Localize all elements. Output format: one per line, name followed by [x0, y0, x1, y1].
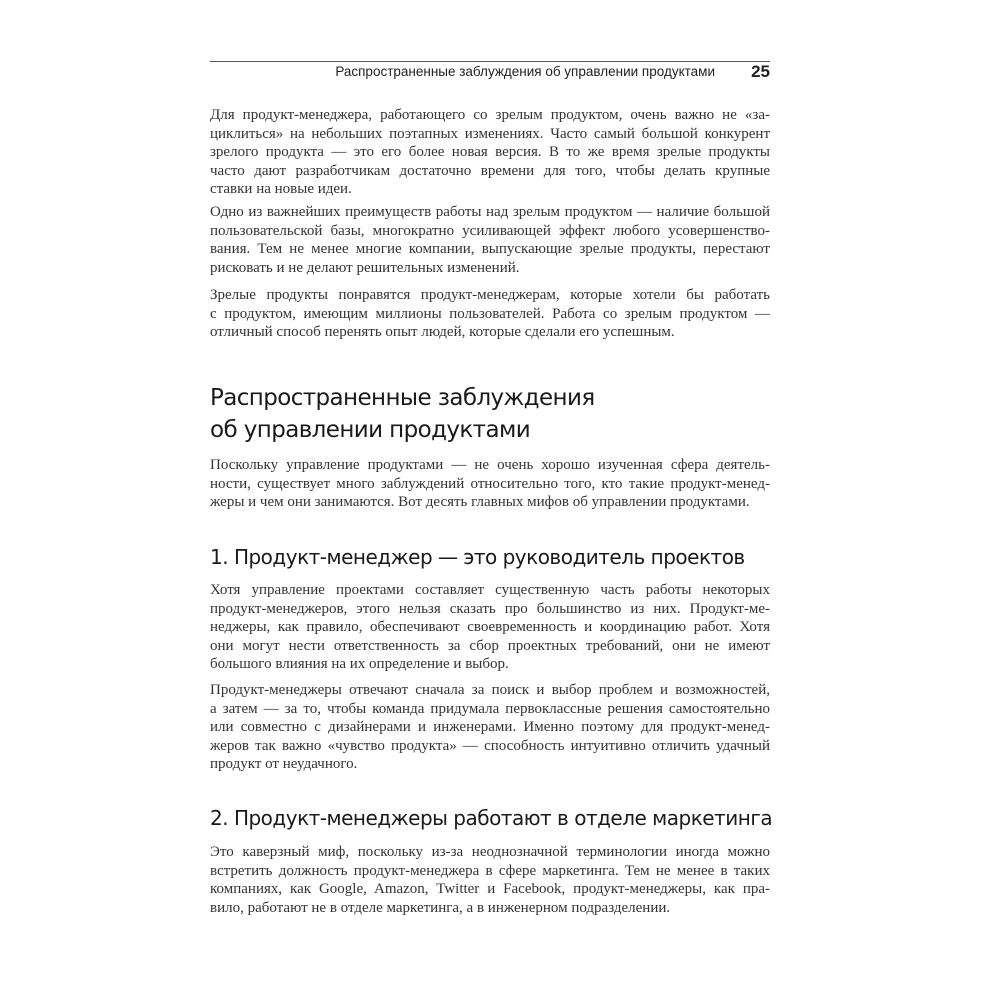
text-line: зрелого продукта — это его более новая версия. В то же время зрелые продукты — [210, 144, 770, 160]
paragraph — [210, 681, 770, 774]
paragraph — [210, 286, 770, 342]
text-line: Одно из важнейших преимуществ работы над зрелым продуктом — наличие большой — [210, 204, 770, 220]
text-line: продукт от неудачного. — [210, 756, 358, 772]
text-line: Зрелые продукты понравятся продукт-менеджерам, которые хотели бы работать — [210, 287, 770, 303]
text-line: неджеры, как правило, обеспечивают своевременность и координацию работ. Хотя — [210, 619, 770, 635]
text-line: циклиться» на небольших поэтапных изменениях. Часто самый большой конкурент — [210, 125, 770, 142]
text-line: Продукт-менеджеры отвечают сначала за поиск и выбор проблем и возможностей, — [210, 682, 770, 698]
text-line: Поскольку управление продуктами — не очень хорошо изученная сфера деятель- — [210, 457, 770, 473]
section-heading — [210, 382, 595, 446]
running-title: Распространенные заблуждения об управлении продуктами — [335, 64, 715, 79]
paragraph — [210, 203, 770, 277]
text-line: или совместно с дизайнерами и инженерами. Именно поэтому для продукт-менед- — [210, 719, 770, 735]
paragraph — [210, 581, 770, 674]
section-heading-line: Распространенные заблуждения — [210, 385, 595, 411]
text-line: рисковать и не делают решительных изменений. — [210, 259, 520, 276]
text-line: они могут нести ответственность за сбор проектных требований, они не имеют — [210, 637, 770, 654]
subheading: 2. Продукт-менеджеры работают в отделе маркетинга — [210, 806, 773, 830]
section-heading-line: об управлении продуктами — [210, 417, 531, 443]
text-line: ставки на новые идеи. — [210, 181, 352, 197]
text-line: продукт-менеджеров, этого нельзя сказать про большинство из них. Продукт-ме- — [210, 600, 770, 617]
text-line: компаниях, как Google, Amazon, Twitter и Facebook, продукт-менеджеры, как пра- — [210, 881, 771, 897]
text-line: Это каверзный миф, поскольку из-за неоднозначной терминологии иногда можно — [210, 844, 770, 860]
text-line: часто дают разработчикам достаточно времени для того, чтобы делать крупные — [210, 162, 770, 179]
paragraph — [210, 843, 770, 917]
paragraph — [210, 106, 770, 199]
text-line: жеры и чем они занимаются. Вот десять главных мифов об управлении продуктами. — [210, 494, 750, 510]
header-rule — [210, 61, 770, 62]
text-line: Хотя управление проектами составляет существенную часть работы некоторых — [210, 582, 770, 598]
text-line: жеров так важно «чувство продукта» — способность интуитивно отличить удачный — [210, 737, 770, 754]
subheading: 1. Продукт-менеджер — это руководитель проектов — [210, 545, 745, 569]
text-line: пользовательской базы, многократно усиливающей эффект любого усовершенство- — [210, 222, 770, 239]
text-line: Для продукт-менеджера, работающего со зрелым продуктом, очень важно не «за- — [210, 107, 770, 123]
text-line: вания. Тем не менее многие компании, выпускающие зрелые продукты, перестают — [210, 241, 770, 257]
text-line: ности, существует много заблуждений относительно того, кто такие продукт-менед- — [210, 475, 770, 492]
text-line: а затем — за то, чтобы команда придумала первоклассные решения самостоятельно — [210, 700, 770, 717]
text-line: с продуктом, имеющим миллионы пользователей. Работа со зрелым продуктом — — [210, 305, 770, 322]
text-line: отличный способ перенять опыт людей, которые сделали его успешным. — [210, 324, 675, 340]
text-line: вило, работают не в отделе маркетинга, а в инженерном подразделении. — [210, 899, 671, 916]
paragraph — [210, 456, 770, 512]
text-line: большого влияния на их определение и выбор. — [210, 656, 509, 672]
page-number: 25 — [751, 62, 770, 81]
text-line: встретить должность продукт-менеджера в сфере маркетинга. Тем не менее в таких — [210, 862, 770, 879]
